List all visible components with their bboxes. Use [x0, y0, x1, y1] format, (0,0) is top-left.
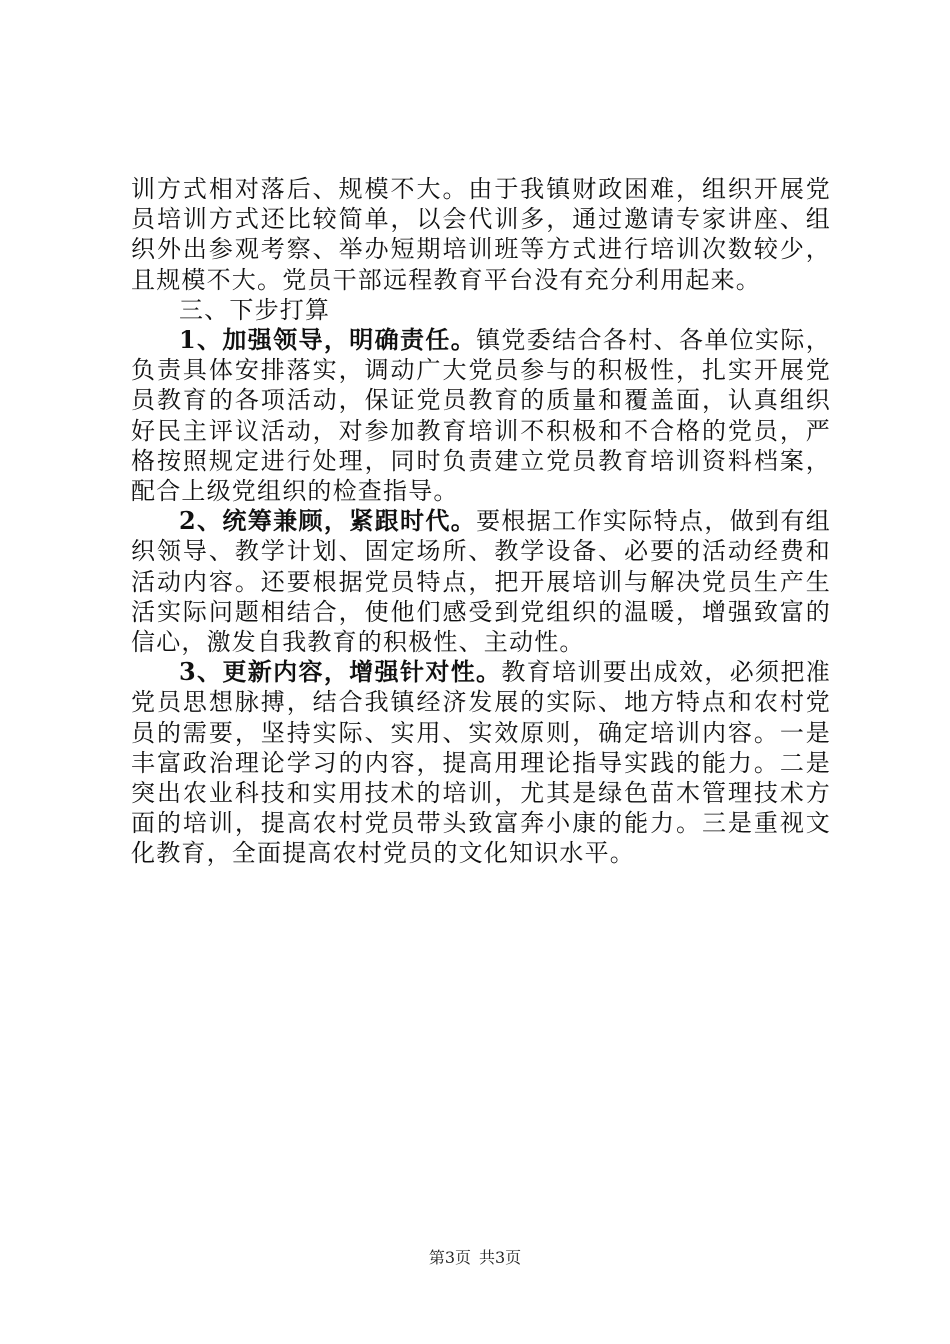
point-3-text: 教育培训要出成效，必须把准党员思想脉搏，结合我镇经济发展的实际、地方特点和农村党员的需要，坚持实际、实用、实效原则，确定培训内容。一是丰富政治理论学习的内容，提高用理论指导实践的能力。二是突出农业科技和实用技术的培训，尤其是绿色苗木管理技术方面的培训，提高农村党员带头致富奔小康的能力。三是重视文化教育，全面提高农村党员的文化知识水平。 [131, 658, 831, 868]
section-heading-text: 三、下步打算 [179, 295, 331, 324]
paragraph-point-2 [131, 506, 831, 657]
point-1-text: 镇党委结合各村、各单位实际，负责具体安排落实，调动广大党员参与的积极性，扎实开展党员教育的各项活动，保证党员教育的质量和覆盖面，认真组织好民主评议活动，对参加教育培训不积极和不合格的党员，严格按照规定进行处理，同时负责建立党员教育培训资料档案，配合上级党组织的检查指导。 [131, 326, 831, 506]
point-2-text: 要根据工作实际特点，做到有组织领导、教学计划、固定场所、教学设备、必要的活动经费和活动内容。还要根据党员特点，把开展培训与解决党员生产生活实际问题相结合，使他们感受到党组织的温暖，增强致富的信心，激发自我教育的积极性、主动性。 [131, 507, 831, 657]
point-1-lead: 1、加强领导，明确责任。 [179, 325, 477, 355]
paragraph-text: 训方式相对落后、规模不大。由于我镇财政困难，组织开展党员培训方式还比较简单，以会代训多，通过邀请专家讲座、组织外出参观考察、举办短期培训班等方式进行培训次数较少，且规模不大。党员干部远程教育平台没有充分利用起来。 [131, 175, 831, 294]
paragraph-training-status [131, 174, 831, 295]
document-body [131, 174, 831, 869]
point-2-lead: 2、统筹兼顾，紧跟时代。 [179, 506, 477, 536]
section-heading-next-steps [131, 295, 831, 325]
page-total-label: 共3页 [479, 1248, 522, 1267]
page-number-label: 第3页 [428, 1248, 471, 1267]
paragraph-point-3 [131, 657, 831, 868]
page-footer [0, 1245, 950, 1268]
point-3-lead: 3、更新内容，增强针对性。 [179, 657, 502, 687]
paragraph-point-1 [131, 325, 831, 506]
